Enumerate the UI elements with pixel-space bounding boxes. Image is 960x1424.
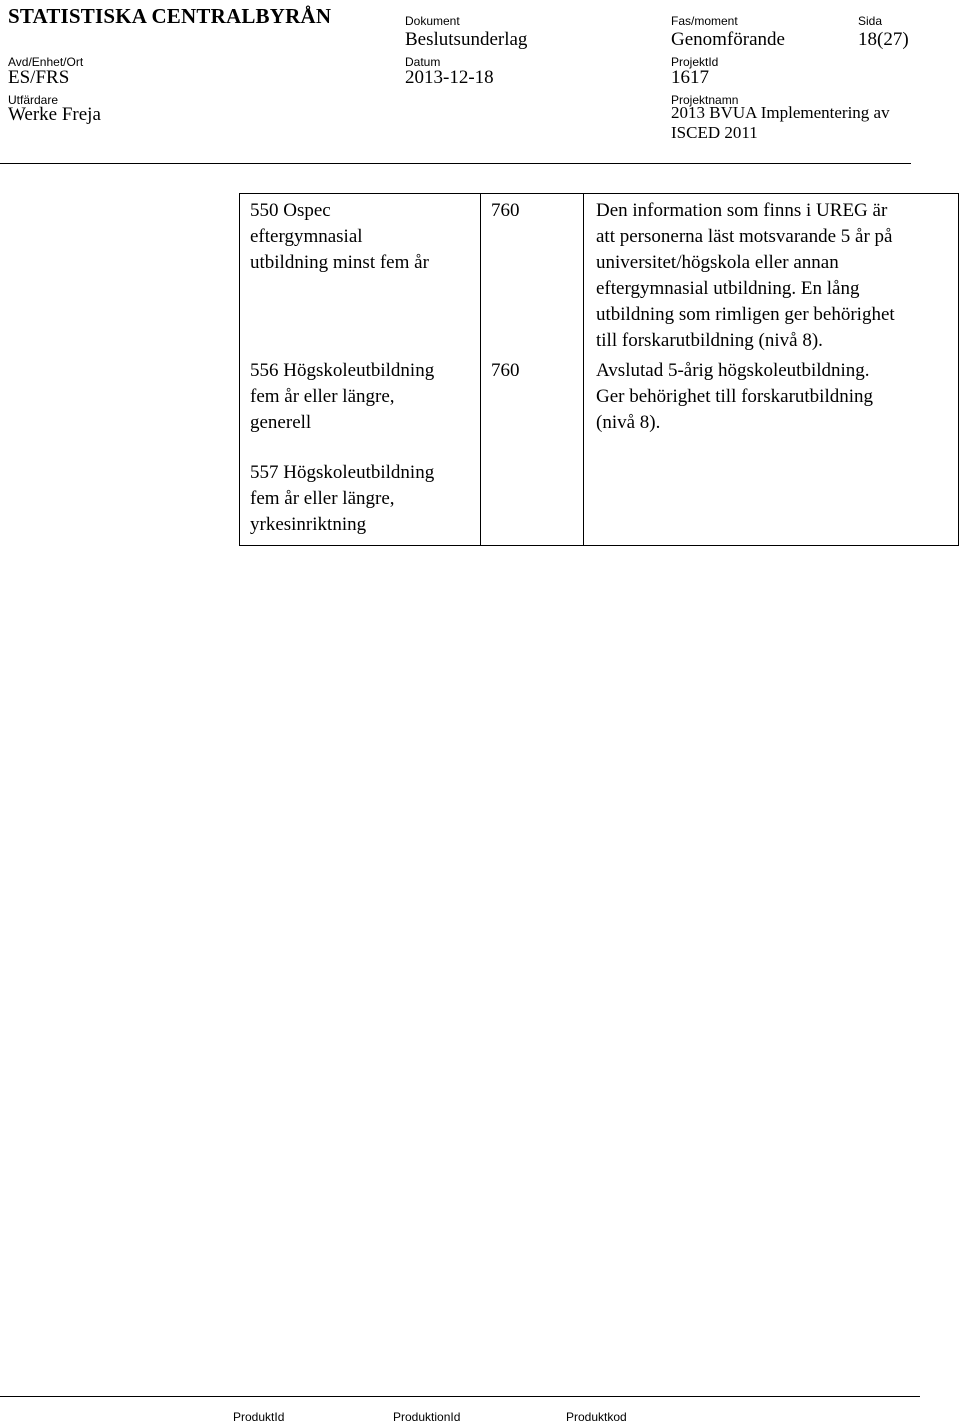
value-text: 760 [491,360,520,381]
description-line: Ger behörighet till forskarutbildning [596,386,874,407]
header-divider [0,163,911,164]
datum-value: 2013-12-18 [405,67,494,88]
code-line: 556 Högskoleutbildning [250,360,435,381]
value-text: 760 [491,200,520,221]
utfardare-value: Werke Freja [8,104,101,125]
description-line: Den information som finns i UREG är [596,200,888,221]
code-line: yrkesinriktning [250,514,367,535]
avd-value: ES/FRS [8,67,70,88]
dokument-value: Beslutsunderlag [405,29,528,50]
code-line: generell [250,412,312,433]
table-row [240,354,959,456]
description-line: att personerna läst motsvarande 5 år på [596,226,893,247]
description-cell [584,354,959,456]
description-cell [584,194,959,355]
footer-divider [0,1396,920,1397]
code-line: eftergymnasial [250,226,363,247]
projektnamn-line-2: ISCED 2011 [671,123,758,142]
dokument-label: Dokument [405,14,460,28]
utfardare-label: Utfärdare [8,93,59,107]
sida-value: 18(27) [858,29,909,50]
produktionid-label: ProduktionId [393,1410,461,1424]
code-line: 550 Ospec [250,200,331,221]
description-line: till forskarutbildning (nivå 8). [596,330,823,351]
code-line: 557 Högskoleutbildning [250,462,435,483]
code-line: fem år eller längre, [250,386,395,407]
projektid-value: 1617 [671,67,709,88]
fas-value: Genomförande [671,29,785,50]
organization-name: STATISTISKA CENTRALBYRÅN [8,4,332,28]
code-cell [240,354,481,456]
code-cell [240,194,481,355]
projektid-label: ProjektId [671,55,719,69]
table-row [240,194,959,355]
fas-label: Fas/moment [671,14,738,28]
code-line: utbildning minst fem år [250,252,429,273]
value-cell [481,354,584,456]
projektnamn-label: Projektnamn [671,93,739,107]
produktkod-label: Produktkod [566,1410,627,1424]
table-row [240,456,959,546]
value-cell [481,194,584,355]
description-line: (nivå 8). [596,412,661,433]
description-line: universitet/högskola eller annan [596,252,839,273]
value-cell [481,456,584,546]
description-line: eftergymnasial utbildning. En lång [596,278,860,299]
classification-table [239,193,959,546]
code-cell [240,456,481,546]
description-line: utbildning som rimligen ger behörighet [596,304,895,325]
produktid-label: ProduktId [233,1410,285,1424]
projektnamn-line-1: 2013 BVUA Implementering av [671,103,890,122]
description-line: Avslutad 5-årig högskoleutbildning. [596,360,870,381]
code-line: fem år eller längre, [250,488,395,509]
sida-label: Sida [858,14,883,28]
avd-label: Avd/Enhet/Ort [8,55,84,69]
datum-label: Datum [405,55,441,69]
description-cell [584,456,959,546]
